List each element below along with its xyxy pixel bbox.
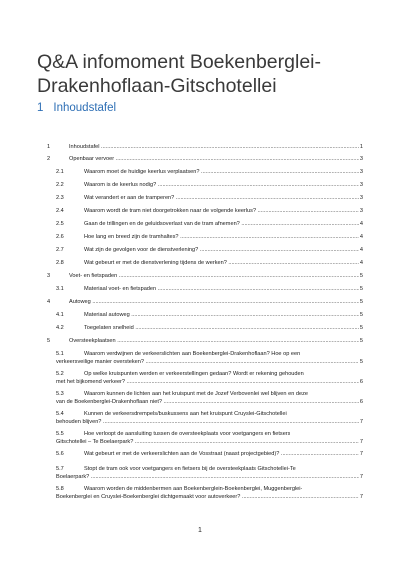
toc-entry-number: 4.1 [56, 312, 64, 318]
toc-entry-title: Materiaal voet- en fietspaden ..... [84, 285, 359, 293]
toc-entry-title: Op welke kruispunten werden er verkeerstellingen gedaan? Wordt er rekening gehouden [84, 371, 304, 377]
toc-entry-number: 5.1 [56, 351, 64, 357]
toc-entry-title: Kunnen de verkeersdrempels/buskussens aan het kruispunt Cruyslei-Gitschotellei [84, 411, 287, 417]
toc-entry-number: 2.3 [56, 195, 64, 201]
toc-entry-page: 3 [359, 156, 363, 162]
toc-entry-number: 2 [47, 156, 51, 162]
toc-entry-number: 1 [47, 144, 51, 150]
toc-entry-page: 5 [359, 359, 363, 365]
toc-heading-text: Inhoudstafel [53, 102, 117, 114]
toc-entry-number: 2.5 [56, 221, 64, 227]
toc-heading [37, 102, 116, 114]
toc-entry[interactable] [47, 311, 363, 319]
toc-entry-title: Wat zijn de gevolgen voor de dienstverlening? ..... [84, 246, 359, 254]
toc-entry-number: 4 [47, 299, 51, 305]
toc-entry-title-continued: Boekenberglei en Cruyslei-Boekenberglei dichtgemaakt voor autoverkeer? ..... [56, 493, 359, 501]
toc-entry-number: 5.8 [56, 486, 64, 492]
toc-entry-title: Wat verandert er aan de tramperen? ..... [84, 194, 359, 202]
toc-entry[interactable] [47, 272, 363, 280]
toc-entry-title: Waarom moet de huidige keerlus verplaatsen? ..... [84, 168, 359, 176]
toc-entry-page: 5 [359, 338, 363, 344]
toc-entry-title: Stopt de tram ook voor voetgangers en fietsers bij de oversteekplaats Gitschotellei-Te [84, 466, 296, 472]
toc-entry-page: 6 [359, 379, 363, 385]
toc-entry-page: 7 [359, 419, 363, 425]
toc-entry-number: 5 [47, 338, 51, 344]
toc-entry-number: 3.1 [56, 286, 64, 292]
toc-entry-page: 4 [359, 234, 363, 240]
toc-entry-page: 5 [359, 286, 363, 292]
toc-entry[interactable] [47, 220, 363, 228]
toc-entry-page: 4 [359, 260, 363, 266]
toc-entry[interactable] [47, 207, 363, 215]
toc-entry-page: 6 [359, 399, 363, 405]
toc-entry-title-continued: met het bijkomend verkeer? ..... [56, 378, 359, 386]
toc-entry-page: 1 [359, 144, 363, 150]
toc-entry[interactable] [47, 181, 363, 189]
toc-entry[interactable] [47, 233, 363, 241]
toc-entry-page: 3 [359, 195, 363, 201]
toc-entry-title: Oversteekplaatsen ..... [69, 337, 359, 345]
toc-entry[interactable] [47, 485, 363, 501]
toc-entry-number: 2.1 [56, 169, 64, 175]
toc-entry-title-continued: behouden blijven? ..... [56, 418, 359, 426]
toc-entry-page: 7 [359, 494, 363, 500]
toc-entry-title-continued: Boelaerpark? ..... [56, 473, 359, 481]
toc-entry-page: 3 [359, 169, 363, 175]
toc-entry-number: 2.7 [56, 247, 64, 253]
toc-heading-number: 1 [37, 102, 44, 114]
toc-entry-number: 5.4 [56, 411, 64, 417]
document-title: Q&A infomoment Boekenberglei-Drakenhoflaan-Gitschotellei [37, 51, 321, 97]
toc-entry-title-continued: van de Boekenberglei-Drakenhoflaan niet? ..... [56, 398, 359, 406]
toc-entry-title-continued: verkeersveilige manier oversteken? ..... [56, 358, 359, 366]
toc-entry[interactable] [47, 324, 363, 332]
toc-entry-number: 2.4 [56, 208, 64, 214]
toc-entry-page: 5 [359, 325, 363, 331]
toc-entry[interactable] [47, 168, 363, 176]
toc-entry[interactable] [47, 143, 363, 151]
toc-entry-page: 4 [359, 247, 363, 253]
toc-entry-number: 2.2 [56, 182, 64, 188]
toc-entry-page: 7 [359, 474, 363, 480]
toc-entry-number: 5.5 [56, 431, 64, 437]
toc-entry-number: 2.8 [56, 260, 64, 266]
toc-entry-page: 3 [359, 182, 363, 188]
toc-entry-title: Gaan de trillingen en de geluidsoverlast van de tram afnemen? ..... [84, 220, 359, 228]
toc-entry-number: 4.2 [56, 325, 64, 331]
toc-entry-page: 7 [359, 439, 363, 445]
toc-entry-title: Wat gebeurt er met de dienstverlening tijdens de werken? ..... [84, 259, 359, 267]
toc-entry-title-continued: Gitschotellei – Te Boelaerpark? ..... [56, 438, 359, 446]
toc-entry-number: 5.2 [56, 371, 64, 377]
toc-entry-title: Waarom worden de middenbermen aan Boekenberglein-Boekenberglei, Muggenberglei- [84, 486, 303, 492]
toc-entry-title: Hoe verloopt de aansluiting tussen de oversteekplaats voor voetgangers en fietsers [84, 431, 291, 437]
toc-entry-page: 5 [359, 312, 363, 318]
toc-entry-number: 5.6 [56, 451, 64, 457]
toc-entry-title: Materiaal autoweg ..... [84, 311, 359, 319]
toc-entry-number: 5.7 [56, 466, 64, 472]
toc-entry[interactable] [47, 390, 363, 406]
toc-entry-title: Waarom kunnen de lichten aan het kruispunt met de Jozef Verbovenlei wel blijven en deze [84, 391, 308, 397]
toc-entry-title: Waarom verdwijnen de verkeerslichten aan Boekenberglei-Drakenhoflaan? Hoe op een [84, 351, 301, 357]
toc-entry-title: Toegelaten snelheid ..... [84, 324, 359, 332]
toc-entry[interactable] [47, 370, 363, 386]
toc-entry-page: 5 [359, 273, 363, 279]
toc-entry-number: 2.6 [56, 234, 64, 240]
toc-entry-title: Hoe lang en breed zijn de tramhaltes? ..... [84, 233, 359, 241]
toc-entry-title: Autoweg ..... [69, 298, 359, 306]
toc-entry-page: 4 [359, 221, 363, 227]
toc-entry-page: 3 [359, 208, 363, 214]
toc-entry[interactable] [47, 298, 363, 306]
toc-entry[interactable] [47, 450, 363, 458]
toc-entry[interactable] [47, 194, 363, 202]
toc-entry-title: Inhoudstafel ..... [69, 143, 359, 151]
toc-entry-number: 5.3 [56, 391, 64, 397]
toc-entry-page: 7 [359, 451, 363, 457]
toc-entry-title: Waarom is de keerlus nodig? ..... [84, 181, 359, 189]
toc-entry-number: 3 [47, 273, 51, 279]
toc-entry-title: Wat gebeurt er met de verkeerslichten aan de Vosstraat (naast projectgebied)? ..... [84, 450, 359, 458]
toc-entry-page: 5 [359, 299, 363, 305]
page-number: 1 [198, 527, 202, 534]
toc-entry[interactable] [47, 155, 363, 163]
toc-entry[interactable] [47, 350, 363, 366]
toc-entry-title: Waarom wordt de tram niet doorgetrokken naar de volgende keerlus? ..... [84, 207, 359, 215]
toc-entry[interactable] [47, 246, 363, 254]
toc-entry[interactable] [47, 259, 363, 267]
toc-entry[interactable] [47, 410, 363, 426]
toc-entry[interactable] [47, 430, 363, 446]
toc-entry-title: Voet- en fietspaden ..... [69, 272, 359, 280]
toc-entry-title: Openbaar vervoer ..... [69, 155, 359, 163]
toc-entry[interactable] [47, 465, 363, 481]
toc-entry[interactable] [47, 285, 363, 293]
toc-entry[interactable] [47, 337, 363, 345]
